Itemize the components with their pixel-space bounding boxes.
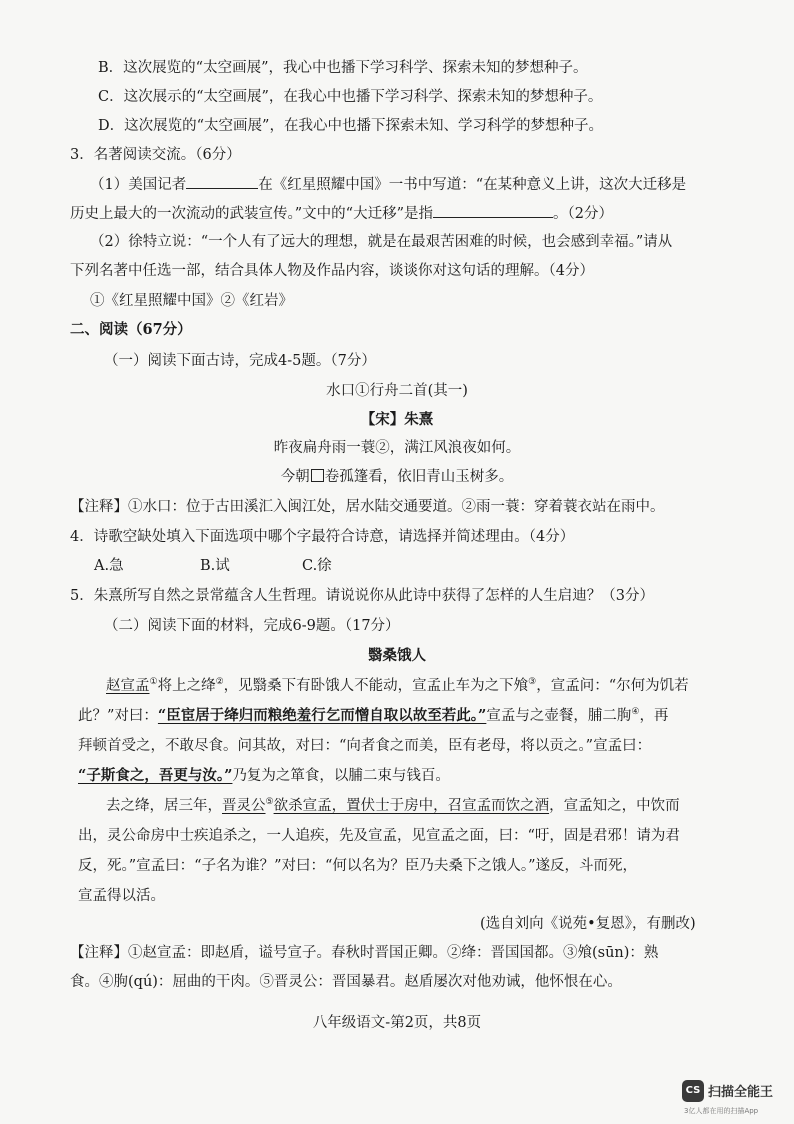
prose-text-underlined: 欲杀宣孟，置伏士于房中，召宣孟而饮之酒: [273, 798, 550, 814]
poem-intro: （一）阅读下面古诗，完成4-5题。（7分）: [104, 353, 376, 369]
prose-p2-line3: 反，死。”宣孟曰：“子名为谁？”对曰：“何以名为？臣乃夫桑下之饿人。”遂反，斗而死，: [78, 858, 638, 874]
q4-option-a: A.急: [94, 558, 124, 574]
question-3-title: 3．名著阅读交流。（6分）: [70, 147, 241, 163]
prose-text-underlined: “子斯食之，吾更与汝。”: [78, 767, 233, 784]
q3-text: （1）美国记者: [90, 177, 187, 193]
question-5: 5．朱熹所写自然之景常蕴含人生哲理。请说说你从此诗中获得了怎样的人生启迪？（3分）: [70, 588, 654, 604]
book-list: ①《红星照耀中国》②《红岩》: [90, 293, 293, 309]
q4-option-c: C.徐: [302, 558, 332, 574]
footnote-mark: ①: [149, 677, 158, 688]
poem-text: 卷孤篷看，依旧青山玉树多。: [324, 469, 514, 485]
option-c: C．这次展示的“太空画展”，在我心中也播下学习科学、探索未知的梦想种子。: [98, 89, 603, 105]
question-3-part1-line2: [70, 203, 613, 224]
option-b: B．这次展览的“太空画展”，我心中也播下学习科学、探索未知的梦想种子。: [98, 60, 588, 76]
camscanner-logo-icon: CS: [682, 1080, 704, 1102]
question-3-part1-line1: [90, 174, 686, 195]
prose-p1-line3: 拜顿首受之，不敢尽食。问其故，对曰：“向者食之而美，臣有老母，将以贡之。”宣孟曰：: [78, 738, 652, 754]
prose-text: ，再: [639, 708, 669, 724]
poem-note: 【注释】①水口：位于古田溪汇入闽江处，居水陆交通要道。②雨一蓑：穿着蓑衣站在雨中。: [70, 499, 665, 515]
scanner-watermark: [682, 1078, 790, 1118]
prose-text: 此？”对曰：: [78, 708, 158, 724]
prose-p1-line2: [78, 706, 668, 726]
prose-text: 宣孟与之壶餐，脯二朐: [486, 708, 632, 724]
answer-blank: [433, 203, 553, 218]
poem-author: 【宋】朱熹: [360, 411, 434, 428]
prose-text: ，宣孟问：“尔何为饥若: [536, 678, 689, 694]
question-4: 4．诗歌空缺处填入下面选项中哪个字最符合诗意，请选择并简述理由。（4分）: [70, 529, 575, 545]
answer-blank: [186, 174, 258, 189]
page-footer: 八年级语文-第2页，共8页: [312, 1015, 482, 1031]
footnote-mark: ③: [528, 677, 537, 688]
poem-line-2: [0, 467, 794, 487]
prose-text: 将上之绛: [157, 678, 216, 694]
poem-title: 水口①行舟二首(其一): [326, 383, 468, 399]
q3-text: 。（2分）: [553, 206, 613, 222]
footnote-mark: ②: [215, 677, 224, 688]
q3-text: 在《红星照耀中国》一书中写道：“在某种意义上讲，这次大迁移是: [258, 177, 687, 193]
prose-text: 去之绛，居三年，: [106, 798, 222, 814]
q3-text: 历史上最大的一次流动的武装宣传。”文中的“大迁移”是指: [70, 206, 433, 222]
prose-p1-line1: [106, 676, 689, 696]
prose-p2-line1: [106, 796, 680, 816]
prose-intro: （二）阅读下面的材料，完成6-9题。（17分）: [104, 618, 400, 634]
option-d: D．这次展览的“太空画展”，在我心中也播下探索未知、学习科学的梦想种子。: [98, 118, 603, 134]
footnote-mark: ④: [631, 707, 640, 718]
prose-text-underlined: 晋灵公: [222, 798, 266, 814]
prose-note-line2: 食。④朐(qú)：屈曲的干肉。⑤晋灵公：晋国暴君。赵盾屡次对他劝诫，他怀恨在心。: [70, 974, 622, 990]
prose-text-underlined: “臣宦居于绛归而粮绝羞行乞而憎自取以故至若此。”: [157, 707, 487, 724]
prose-p1-line4: [78, 766, 450, 786]
footnote-mark: ⑤: [265, 797, 274, 808]
question-3-part2-line1: （2）徐特立说：“一个人有了远大的理想，就是在最艰苦困难的时候，也会感到幸福。”请从: [90, 234, 673, 250]
prose-note-line1: 【注释】①赵宣孟：即赵盾，谥号宣子。春秋时晋国正卿。②绛：晋国国都。③飧(sūn)：熟: [70, 945, 659, 961]
section-title: 二、阅读（67分）: [70, 321, 192, 338]
prose-source: (选自刘向《说苑•复恩》，有删改): [480, 916, 696, 932]
prose-text: 乃复为之箪食，以脯二束与钱百。: [232, 768, 450, 784]
question-3-part2-line2: 下列名著中任选一部，结合具体人物及作品内容，谈谈你对这句话的理解。（4分）: [70, 263, 594, 279]
watermark-tagline: 3亿人都在用的扫描App: [684, 1107, 759, 1115]
q4-option-b: B.试: [200, 558, 230, 574]
prose-text: ，见翳桑下有卧饿人不能动，宣孟止车为之下飧: [223, 678, 529, 694]
prose-p2-line2: 出，灵公命房中士疾追杀之，一人追疾，先及宣孟，见宣孟之面，曰：“吁，固是君邪！请为君: [78, 828, 680, 844]
missing-character-box: [311, 469, 324, 482]
prose-p2-line4: 宣孟得以活。: [78, 888, 165, 904]
poem-line-1: 昨夜扁舟雨一蓑②，满江风浪夜如何。: [273, 440, 521, 456]
prose-title: 翳桑饿人: [368, 647, 426, 664]
prose-text: ，宣孟知之，中饮而: [549, 798, 680, 814]
prose-text: 赵宣孟: [106, 678, 150, 694]
watermark-name: 扫描全能王: [708, 1085, 774, 1100]
poem-text: 今朝: [280, 469, 310, 485]
